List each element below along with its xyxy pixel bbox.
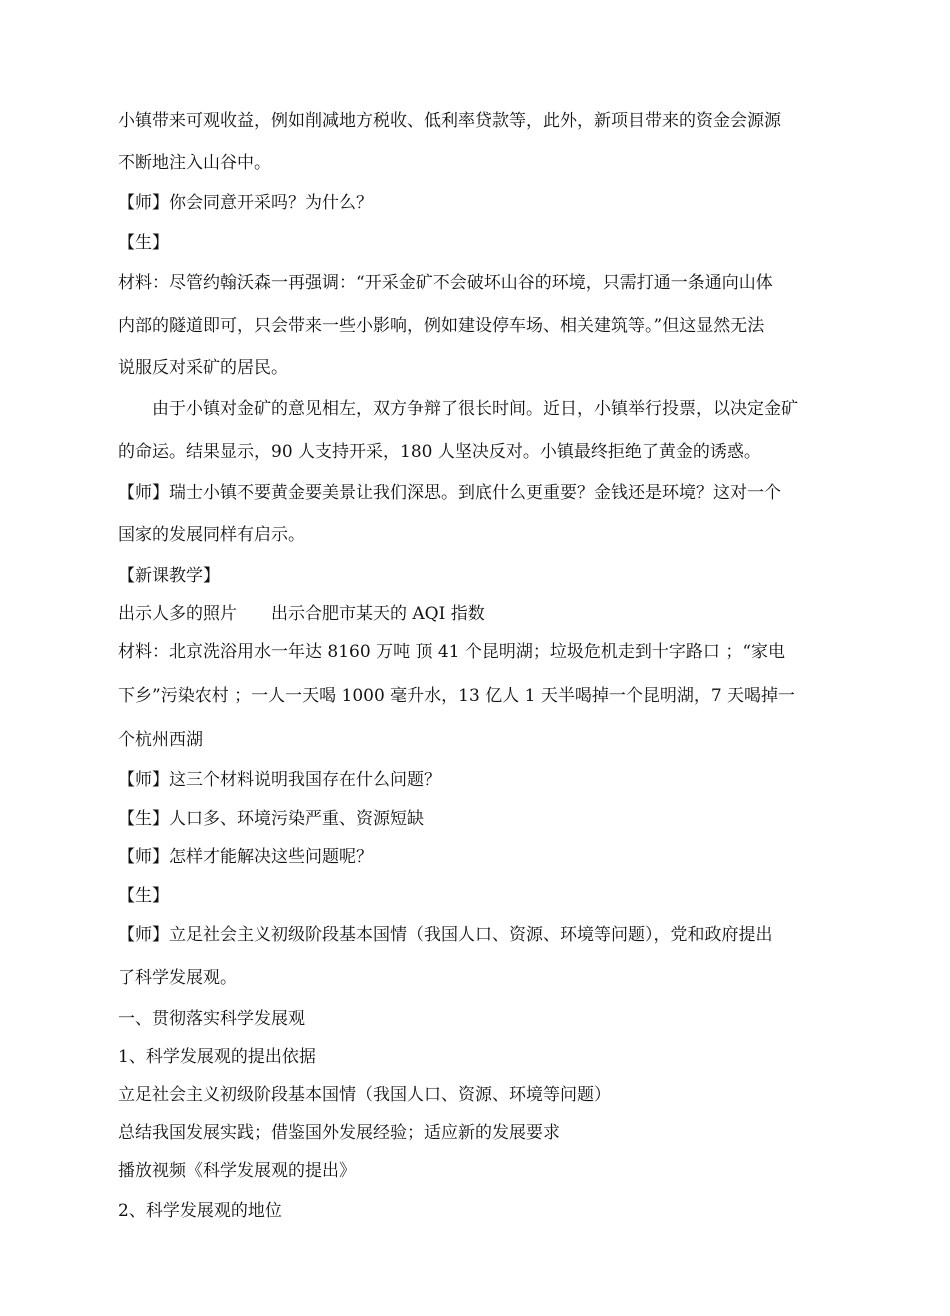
text-line: 总结我国发展实践；借鉴国外发展经验；适应新的发展要求 xyxy=(118,1123,560,1143)
text-line: 【师】怎样才能解决这些问题呢？ xyxy=(118,847,373,867)
text-line: 【生】人口多、环境污染严重、资源短缺 xyxy=(118,809,424,829)
text-line: 【生】 xyxy=(118,886,169,906)
text-line: 不断地注入山谷中。 xyxy=(118,153,271,173)
text-line: 【生】 xyxy=(118,233,169,253)
text-line: 说服反对采矿的居民。 xyxy=(118,358,288,378)
text-line: 了科学发展观。 xyxy=(118,968,237,988)
text-line: 【师】这三个材料说明我国存在什么问题？ xyxy=(118,770,441,790)
text-line: 小镇带来可观收益，例如削减地方税收、低利率贷款等，此外，新项目带来的资金会源源 xyxy=(118,111,781,131)
text-line: 出示人多的照片 出示合肥市某天的 AQI 指数 xyxy=(118,604,485,624)
subsection-heading: 2、科学发展观的地位 xyxy=(118,1201,282,1221)
text-line: 的命运。结果显示，90 人支持开采，180 人坚决反对。小镇最终拒绝了黄金的诱惑。 xyxy=(118,442,761,462)
text-line: 【师】你会同意开采吗？为什么？ xyxy=(118,193,373,213)
subsection-heading: 1、科学发展观的提出依据 xyxy=(118,1047,316,1067)
text-line: 国家的发展同样有启示。 xyxy=(118,525,305,545)
section-heading: 【新课教学】 xyxy=(118,566,220,586)
text-line: 【师】瑞士小镇不要黄金要美景让我们深思。到底什么更重要？金钱还是环境？这对一个 xyxy=(118,483,781,503)
section-heading: 一、贯彻落实科学发展观 xyxy=(118,1009,305,1029)
text-line: 材料：北京洗浴用水一年达 8160 万吨 顶 41 个昆明湖；垃圾危机走到十字路口 ；“家电 xyxy=(118,642,786,662)
text-line: 立足社会主义初级阶段基本国情（我国人口、资源、环境等问题） xyxy=(118,1085,611,1105)
text-line: 播放视频《科学发展观的提出》 xyxy=(118,1161,356,1181)
text-line: 内部的隧道即可，只会带来一些小影响，例如建设停车场、相关建筑等。”但这显然无法 xyxy=(118,316,765,336)
text-line: 【师】立足社会主义初级阶段基本国情（我国人口、资源、环境等问题），党和政府提出 xyxy=(118,925,773,945)
text-line: 下乡”污染农村 ；一人一天喝 1000 毫升水，13 亿人 1 天半喝掉一个昆明湖，7 天喝掉一 xyxy=(118,686,796,706)
text-line: 由于小镇对金矿的意见相左，双方争辩了很长时间。近日，小镇举行投票，以决定金矿 xyxy=(152,399,798,419)
text-line: 材料：尽管约翰沃森一再强调：“开采金矿不会破坏山谷的环境，只需打通一条通向山体 xyxy=(118,273,773,293)
text-line: 个杭州西湖 xyxy=(118,730,203,750)
